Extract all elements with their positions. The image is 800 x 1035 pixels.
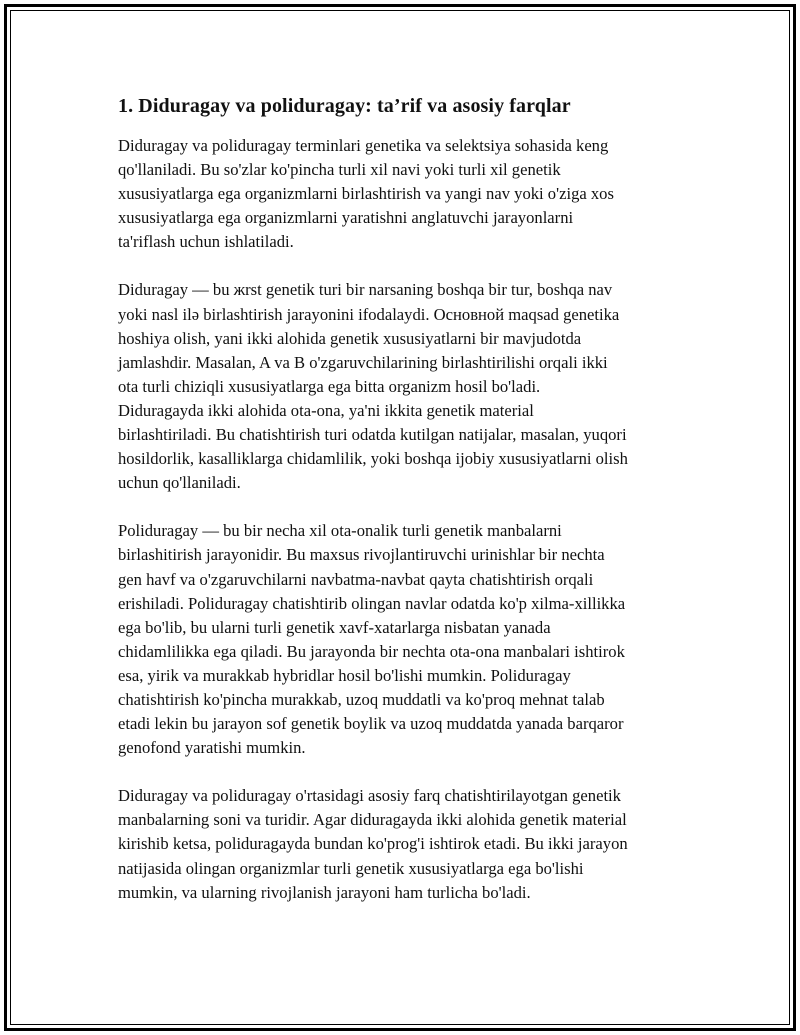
text-line: birlashitirish jarayonidir. Bu maxsus rivojlantiruvchi urinishlar bir nechta (118, 545, 605, 565)
paragraph-difference (118, 784, 698, 904)
text-line: Diduragay va poliduragay o'rtasidagi asosiy farq chatishtirilayotgan genetik (118, 786, 621, 806)
text-line: hoshiya olish, yani ikki alohida genetik xususiyatlarni bir mavjudotda (118, 328, 582, 348)
text-line: xususiyatlarga ega organizmlarni yaratishni anglatuvchi jarayonlarni (118, 208, 574, 228)
document-body (118, 94, 698, 929)
text-line: mumkin, va ularning rivojlanish jarayoni ham turlicha bo'ladi. (118, 882, 531, 902)
section-heading: 1. Diduragay va poliduragay: ta’rif va asosiy farqlar (118, 95, 571, 117)
text-line: jamlashdir. Masalan, A va B o'zgaruvchilarining birlashtirilishi orqali ikki (118, 352, 608, 372)
text-line: ega bo'lib, bu ularni turli genetik xavf-xatarlarga nisbatan yanada (118, 617, 551, 637)
text-line: xususiyatlarga ega organizmlarni birlashtirish va yangi nav yoki o'ziga xos (118, 184, 614, 204)
text-line: yoki nasl ilə birlashtirish jarayonini ifodalaydi. Основной maqsad genetika (118, 304, 620, 324)
text-line: Diduragay va poliduragay terminlari genetika va selektsiya sohasida keng (118, 136, 609, 155)
text-line: hosildorlik, kasalliklarga chidamlilik, yoki boshqa ijobiy xususiyatlarni olish (118, 449, 628, 469)
text-line: manbalarning soni va turidir. Agar diduragayda ikki alohida genetik material (118, 810, 627, 830)
text-line: qo'llaniladi. Bu so'zlar ko'pincha turli xil navi yoki turli xil genetik (118, 160, 561, 180)
text-line: uchun qo'llaniladi. (118, 473, 241, 493)
text-line: natijasida olingan organizmlar turli genetik xususiyatlarga ega bo'lishi (118, 858, 584, 878)
text-line: esa, yirik va murakkab hybridlar hosil bo'lishi mumkin. Poliduragay (118, 665, 571, 685)
paragraph-intro (118, 134, 698, 254)
text-line: chatishtirish ko'pincha murakkab, uzoq muddatli va ko'proq mehnat talab (118, 689, 605, 709)
text-line: Diduragay — bu жrst genetik turi bir narsaning boshqa bir tur, boshqa nav (118, 280, 613, 300)
text-line: gen havf va o'zgaruvchilarni navbatma-navbat qayta chatishtirish orqali (118, 569, 594, 589)
paragraph-poliduragay (118, 519, 698, 760)
text-line: Diduragayda ikki alohida ota-ona, ya'ni ikkita genetik material (118, 400, 534, 420)
text-line: genofond yaratishi mumkin. (118, 738, 306, 758)
text-line: birlashtiriladi. Bu chatishtirish turi odatda kutilgan natijalar, masalan, yuqori (118, 425, 627, 445)
text-line: ota turli chiziqli xususiyatlarga ega bitta organizm hosil bo'ladi. (118, 376, 541, 396)
text-line: chidamlilikka ega qiladi. Bu jarayonda bir nechta ota-ona manbalari ishtirok (118, 641, 625, 661)
text-line: etadi lekin bu jarayon sof genetik boylik va uzoq muddatda yanada barqaror (118, 714, 624, 734)
paragraph-diduragay (118, 278, 698, 495)
text-line: erishiladi. Poliduragay chatishtirib olingan navlar odatda ko'p xilma-xillikka (118, 593, 626, 613)
text-line: ta'riflash uchun ishlatiladi. (118, 232, 294, 252)
text-line: kirishib ketsa, poliduragayda bundan ko'prog'i ishtirok etadi. Bu ikki jarayon (118, 834, 628, 854)
text-line: Poliduragay — bu bir necha xil ota-onalik turli genetik manbalarni (118, 521, 562, 541)
